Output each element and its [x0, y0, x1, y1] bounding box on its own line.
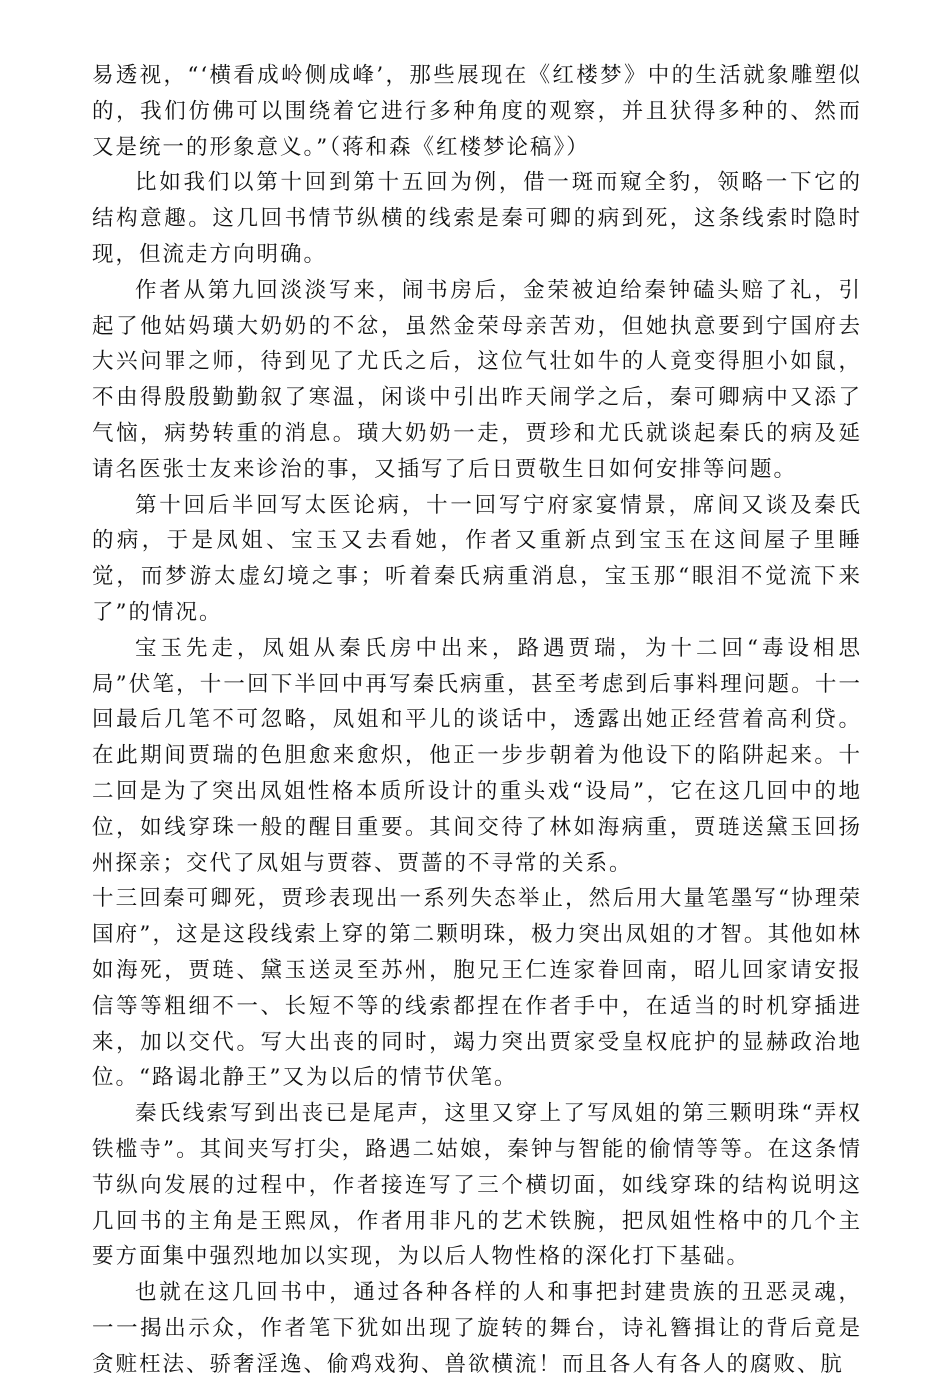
- paragraph-7: 秦氏线索写到出丧已是尾声，这里又穿上了写凤姐的第三颗明珠“弄权铁槛寺”。其间夹写打尖，路遇二姑娘，秦钟与智能的偷情等等。在这条情节纵向发展的过程中，作者接连写了三个横切面，如线穿珠的结构说明这几回书的主角是王熙凤，作者用非凡的艺术铁腕，把凤姐性格中的几个主要方面集中强烈地加以实现，为以后人物性格的深化打下基础。: [92, 1101, 862, 1270]
- paragraph-3: 作者从第九回淡淡写来，闹书房后，金荣被迫给秦钟磕头赔了礼，引起了他姑妈璜大奶奶的不忿，虽然金荣母亲苦劝，但她执意要到宁国府去大兴问罪之师，待到见了尤氏之后，这位气壮如牛的人竟变得胆小如鼠，不由得殷殷勤勤叙了寒温，闲谈中引出昨天闹学之后，秦可卿病中又添了气恼，病势转重的消息。璜大奶奶一走，贾珍和尤氏就谈起秦氏的病及延请名医张士友来诊治的事，又插写了后日贾敬生日如何安排等问题。: [92, 277, 862, 482]
- document-page: [92, 58, 862, 1382]
- paragraph-2: 比如我们以第十回到第十五回为例，借一斑而窥全豹，领略一下它的结构意趣。这几回书情节纵横的线索是秦可卿的病到死，这条线索时隐时现，但流走方向明确。: [92, 170, 862, 267]
- paragraph-6: 十三回秦可卿死，贾珍表现出一系列失态举止，然后用大量笔墨写“协理荣国府”，这是这段线索上穿的第二颗明珠，极力突出凤姐的才智。其他如林如海死，贾琏、黛玉送灵至苏州，胞兄王仁连家眷回南，昭儿回家请安报信等等粗细不一、长短不等的线索都捏在作者手中，在适当的时机穿插进来，加以交代。写大出丧的同时，竭力突出贾家受皇权庇护的显赫政治地位。“路谒北静王”又为以后的情节伏笔。: [92, 886, 862, 1091]
- paragraph-5: 宝玉先走，凤姐从秦氏房中出来，路遇贾瑞，为十二回“毒设相思局”伏笔，十一回下半回中再写秦氏病重，甚至考虑到后事料理问题。十一回最后几笔不可忽略，凤姐和平儿的谈话中，透露出她正经营着高利贷。在此期间贾瑞的色胆愈来愈炽，他正一步步朝着为他设下的陷阱起来。十二回是为了突出凤姐性格本质所设计的重头戏“设局”，它在这几回中的地位，如线穿珠一般的醒目重要。其间交待了林如海病重，贾琏送黛玉回扬州探亲；交代了凤姐与贾蓉、贾蔷的不寻常的关系。: [92, 635, 862, 876]
- paragraph-1: 易透视，“‘横看成岭侧成峰’，那些展现在《红楼梦》中的生活就象雕塑似的，我们仿佛可以围绕着它进行多种角度的观察，并且犾得多种的、然而又是统一的形象意义。”（蒋和森《红楼梦论稿》）: [92, 63, 862, 160]
- paragraph-8: 也就在这几回书中，通过各种各样的人和事把封建贵族的丑恶灵魂，一一揭出示众，作者笔下犹如出现了旋转的舞台，诗礼簪揖让的背后竟是贪赃枉法、骄奢淫逸、偷鸡戏狗、兽欲横流！而且各人有各人的腐败、肮: [92, 1280, 862, 1377]
- paragraph-4: 第十回后半回写太医论病，十一回写宁府家宴情景，席间又谈及秦氏的病，于是凤姐、宝玉又去看她，作者又重新点到宝玉在这间屋子里睡觉，而梦游太虚幻境之事；听着秦氏病重消息，宝玉那“眼泪不觉流下来了”的情况。: [92, 492, 862, 625]
